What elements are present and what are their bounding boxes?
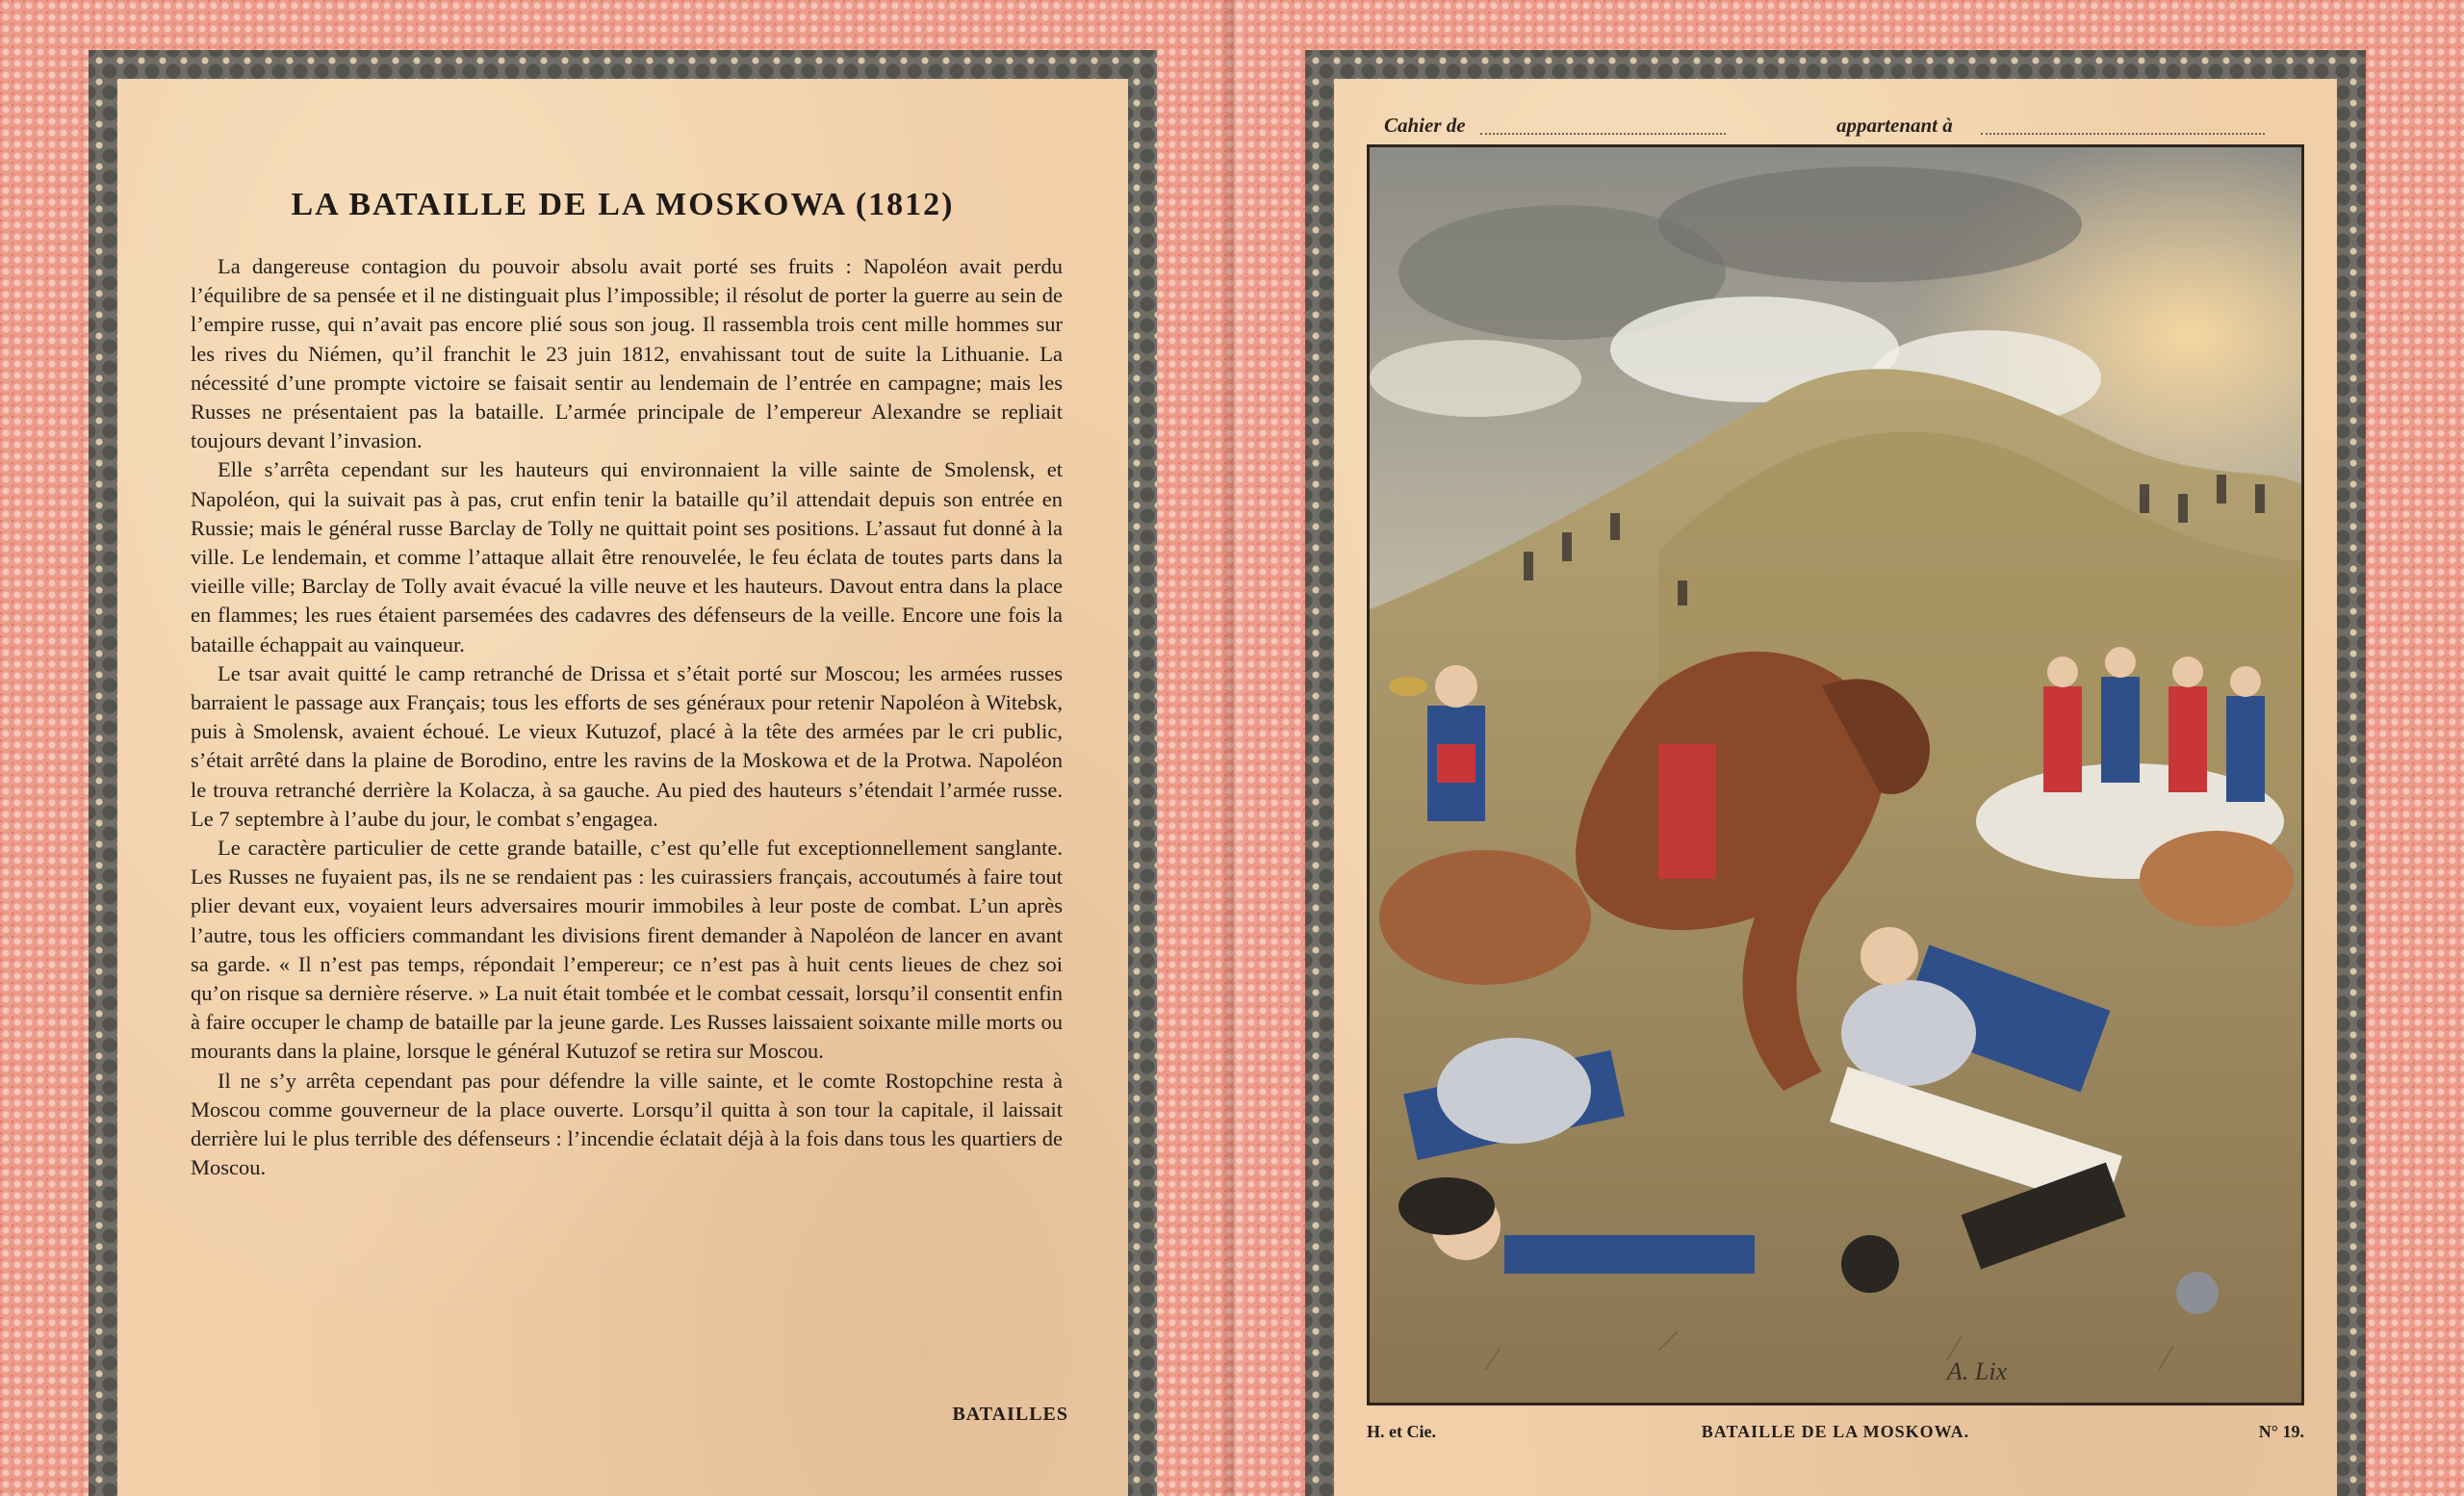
owner-notebook-blank[interactable] bbox=[1480, 133, 1726, 135]
article-paragraph-1: La dangereuse contagion du pouvoir absolu avait porté ses fruits : Napoléon avait perdu l’équilibre de sa pensée et il ne distinguait plus l’impossible; il résolut de porter la guerre au sein de l’empire russe, qui n’avait pas encore plié sous son joug. Il rassembla trois cent mille hommes sur les rives du Niémen, qu’il franchit le 23 juin 1812, envahissant tout de suite la Lithuanie. La nécessité d’une prompte victoire se faisait sentir au lendemain de l’entrée en campagne; mais les Russes ne présentaient pas la bataille. L’armée principale de l’empereur Alexandre se repliait toujours devant l’invasion. bbox=[191, 254, 1063, 453]
illustration-caption-row bbox=[1367, 1422, 2304, 1447]
battle-scene-image bbox=[1370, 147, 2301, 1403]
publisher-mark: H. et Cie. bbox=[1367, 1422, 1436, 1441]
article-paragraph-5: Il ne s’y arrêta cependant pas pour défendre la ville sainte, et le comte Rostopchine resta à Moscou comme gouverneur de la place ouverte. Lorsqu’il quitta à son tour la capitale, il laissait derrière lui le plus terrible des défenseurs : l’incendie éclatait déjà à la fois dans tous les quartiers de Moscou. bbox=[191, 1068, 1063, 1180]
owner-label-notebook: Cahier de bbox=[1384, 114, 1466, 137]
article-paragraph-4: Le caractère particulier de cette grande bataille, c’est qu’elle fut exceptionnellement sanglante. Les Russes ne fuyaient pas, ils ne se rendaient pas : les cuirassiers français, accoutumés à faire tout plier devant eux, voyaient leurs adversaires mourir immobiles à leur poste de combat. L’un après l’autre, tous les officiers commandant les divisions firent demander à Napoléon de lancer en avant sa garde. « Il n’est pas temps, répondait l’empereur; ce n’est pas à huit cents lieues de chez soi qu’on risque sa dernière réserve. » La nuit était tombée et le combat cessait, lorsqu’il consentit enfin à faire occuper le champ de bataille par la jeune garde. Les Russes laissaient soixante mille morts ou mourants dans la plaine, lorsque le général Kutuzof se retira sur Moscou. bbox=[191, 836, 1063, 1064]
book-spine-fold bbox=[1220, 0, 1247, 1496]
series-label: BATAILLES bbox=[952, 1404, 1068, 1425]
article-paragraph-3: Le tsar avait quitté le camp retranché de Drissa et s’était porté sur Moscou; les armées russes barraient le passage aux Français; tous les efforts de ses généraux pour retenir Napoléon à Witebsk, puis à Smolensk, avaient échoué. Le vieux Kutuzof, placé à la tête des armées par le cri public, s’était arrêté dans la plaine de Borodino, entre les ravins de la Moskowa et de la Protwa. Napoléon le trouva retranché derrière la Kolacza, à sa gauche. Au pied des hauteurs s’étendait l’armée russe. Le 7 septembre à l’aube du jour, le combat s’engagea. bbox=[191, 660, 1063, 831]
article-body bbox=[191, 252, 1063, 1183]
owner-name-blank[interactable] bbox=[1981, 133, 2265, 135]
battle-illustration bbox=[1367, 144, 2304, 1406]
article-paragraph-2: Elle s’arrêta cependant sur les hauteurs qui environnaient la ville sainte de Smolensk, et Napoléon, qui la suivait pas à pas, crut enfin tenir la bataille qu’il attendait depuis son entrée en Russie; mais le général russe Barclay de Tolly ne quittait point ses positions. L’assaut fut donné à la ville. Le lendemain, et comme l’attaque allait être renouvelée, le feu éclata de toutes parts dans la vieille ville; Barclay de Tolly avait évacué la ville neuve et les hauteurs. Davout entra dans la place en flammes; les rues étaient parsemées des cadavres des défenseurs de la veille. Encore une fois la bataille échappait au vainqueur. bbox=[191, 457, 1063, 657]
article-title: LA BATAILLE DE LA MOSKOWA (1812) bbox=[291, 187, 955, 222]
owner-label-belongs: appartenant à bbox=[1836, 114, 1953, 137]
artist-signature: A. Lix bbox=[1947, 1357, 2008, 1385]
plate-number: N° 19. bbox=[2258, 1422, 2304, 1441]
illustration-caption: BATAILLE DE LA MOSKOWA. bbox=[1701, 1422, 1970, 1441]
owner-line bbox=[1384, 114, 2270, 141]
